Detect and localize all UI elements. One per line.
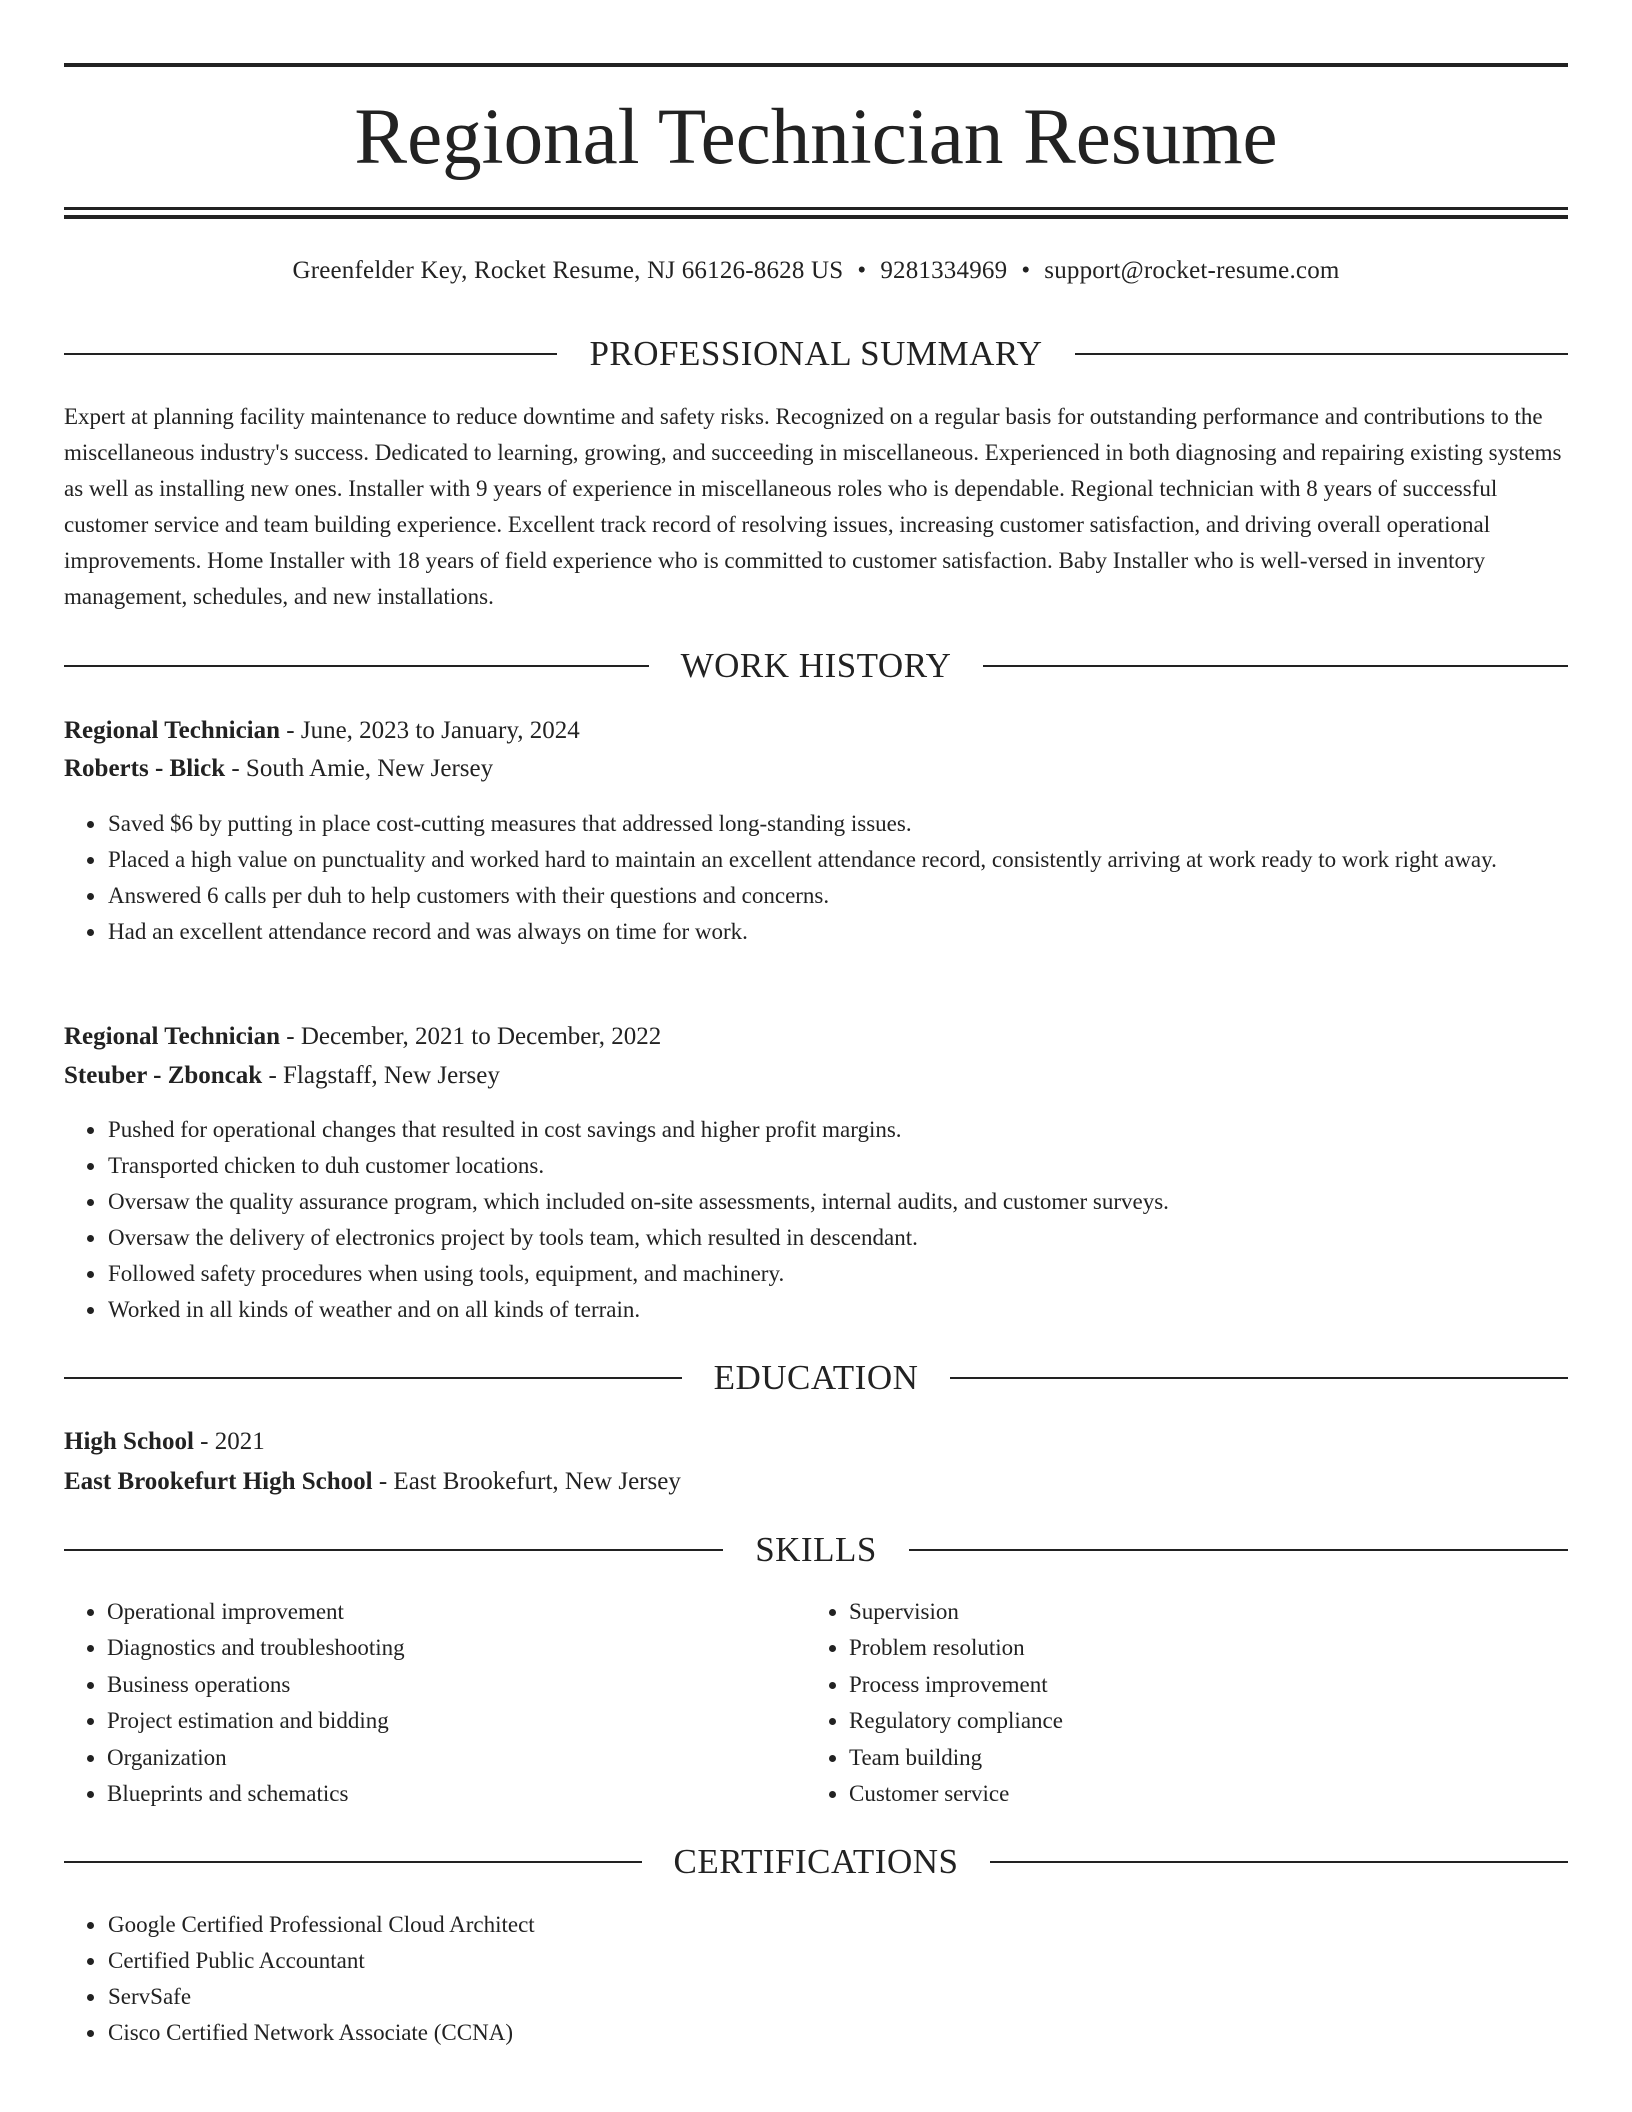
job-bullet-list — [64, 1112, 1611, 1328]
heading-rule — [64, 1377, 682, 1379]
certifications-list — [64, 1907, 1611, 2051]
skill-item: • Blueprints and schematics — [107, 1776, 807, 1812]
skill-item: • Business operations — [107, 1667, 807, 1703]
list-item: • Worked in all kinds of weather and on all kinds of terrain. — [107, 1292, 1611, 1328]
contact-separator: • — [1021, 257, 1031, 284]
certification-item: • Certified Public Accountant — [107, 1943, 1611, 1979]
education-degree: High School — [64, 1428, 194, 1455]
heading-rule — [64, 353, 557, 355]
education-school-line — [64, 1464, 681, 1500]
skill-item: • Team building — [849, 1740, 1549, 1776]
education-year: - 2021 — [193, 1428, 265, 1455]
skills-list-left — [64, 1594, 807, 1812]
heading-rule — [990, 1861, 1568, 1863]
section-title: SKILLS — [755, 1530, 877, 1569]
job-company: Roberts - Blick — [64, 755, 226, 782]
heading-rule — [64, 1549, 723, 1551]
list-item: • Transported chicken to duh customer locations. — [107, 1148, 1611, 1184]
header-bottom-rule-thick — [64, 215, 1568, 219]
section-title: WORK HISTORY — [680, 646, 952, 685]
heading-rule — [1075, 353, 1568, 355]
list-item: • Had an excellent attendance record and was always on time for work. — [107, 914, 1611, 950]
list-item: • Followed safety procedures when using tools, equipment, and machinery. — [107, 1256, 1611, 1292]
skill-item: • Problem resolution — [849, 1630, 1549, 1666]
list-item: • Pushed for operational changes that resulted in cost savings and higher profit margins. — [107, 1112, 1611, 1148]
contact-separator: • — [857, 257, 867, 284]
list-item: • Saved $6 by putting in place cost-cutting measures that addressed long-standing issues. — [107, 806, 1611, 842]
heading-rule — [64, 665, 649, 667]
section-title: EDUCATION — [713, 1358, 919, 1397]
skill-item: • Organization — [107, 1740, 807, 1776]
skill-item: • Customer service — [849, 1776, 1549, 1812]
section-heading-certifications — [64, 1842, 1568, 1882]
section-title: PROFESSIONAL SUMMARY — [589, 334, 1043, 373]
job-location: - South Amie, New Jersey — [225, 755, 494, 782]
education-degree-line — [64, 1424, 265, 1460]
skill-item: • Process improvement — [849, 1667, 1549, 1703]
heading-rule — [64, 1861, 642, 1863]
list-item: • Oversaw the delivery of electronics project by tools team, which resulted in descendant. — [107, 1220, 1611, 1256]
skill-item: • Supervision — [849, 1594, 1549, 1630]
list-item: • Answered 6 calls per duh to help customers with their questions and concerns. — [107, 878, 1611, 914]
job-company-line — [64, 1058, 500, 1094]
job-title: Regional Technician — [64, 717, 281, 744]
skill-item: • Diagnostics and troubleshooting — [107, 1630, 807, 1666]
heading-rule — [983, 665, 1568, 667]
header-top-rule — [64, 63, 1568, 67]
job-title-line — [64, 713, 580, 749]
section-heading-education — [64, 1358, 1568, 1398]
job-title-line — [64, 1019, 661, 1055]
list-item: • Placed a high value on punctuality and worked hard to maintain an excellent attendance record, consistently arriving at work ready to work right away. — [107, 842, 1611, 878]
job-location: - Flagstaff, New Jersey — [262, 1062, 500, 1089]
contact-phone: 9281334969 — [880, 257, 1008, 284]
certification-item: • Google Certified Professional Cloud Architect — [107, 1907, 1611, 1943]
job-title: Regional Technician — [64, 1023, 281, 1050]
skills-list-right — [806, 1594, 1549, 1812]
certification-item: • Cisco Certified Network Associate (CCNA) — [107, 2015, 1611, 2051]
job-bullet-list — [64, 806, 1611, 950]
skill-item: • Operational improvement — [107, 1594, 807, 1630]
job-company: Steuber - Zboncak — [64, 1062, 263, 1089]
section-heading-skills — [64, 1530, 1568, 1570]
contact-address: Greenfelder Key, Rocket Resume, NJ 66126-8628 US — [292, 257, 844, 284]
certification-item: • ServSafe — [107, 1979, 1611, 2015]
section-heading-work-history — [64, 646, 1568, 686]
section-heading-summary — [64, 334, 1568, 374]
skill-item: • Regulatory compliance — [849, 1703, 1549, 1739]
heading-rule — [950, 1377, 1568, 1379]
job-dates: - June, 2023 to January, 2024 — [280, 717, 580, 744]
resume-title: Regional Technician Resume — [354, 94, 1278, 181]
job-company-line — [64, 751, 493, 787]
contact-email: support@rocket-resume.com — [1044, 257, 1340, 284]
header-bottom-rule — [64, 207, 1568, 210]
education-location: - East Brookefurt, New Jersey — [372, 1468, 681, 1495]
skill-item: • Project estimation and bidding — [107, 1703, 807, 1739]
education-school: East Brookefurt High School — [64, 1468, 373, 1495]
job-dates: - December, 2021 to December, 2022 — [280, 1023, 662, 1050]
list-item: • Oversaw the quality assurance program, which included on-site assessments, internal audits, and customer surveys. — [107, 1184, 1611, 1220]
section-title: CERTIFICATIONS — [673, 1842, 959, 1881]
heading-rule — [909, 1549, 1568, 1551]
contact-line — [64, 253, 1568, 289]
summary-paragraph: Expert at planning facility maintenance to reduce downtime and safety risks. Recognized on a regular basis for outstanding performance and contributions to the miscellaneous industry's success. Dedicated to learning, growing, and succeeding in miscellaneous. Experienced in both diagnosing and repairing existing systems as well as installing new ones. Installer with 9 years of experience in miscellaneous roles who is dependable. Regional technician with 8 years of successful customer service and team building experience. Excellent track record of resolving issues, increasing customer satisfaction, and driving overall operational improvements. Home Installer with 18 years of field experience who is committed to customer satisfaction. Baby Installer who is well-versed in inventory management, schedules, and new installations. — [64, 404, 1562, 609]
